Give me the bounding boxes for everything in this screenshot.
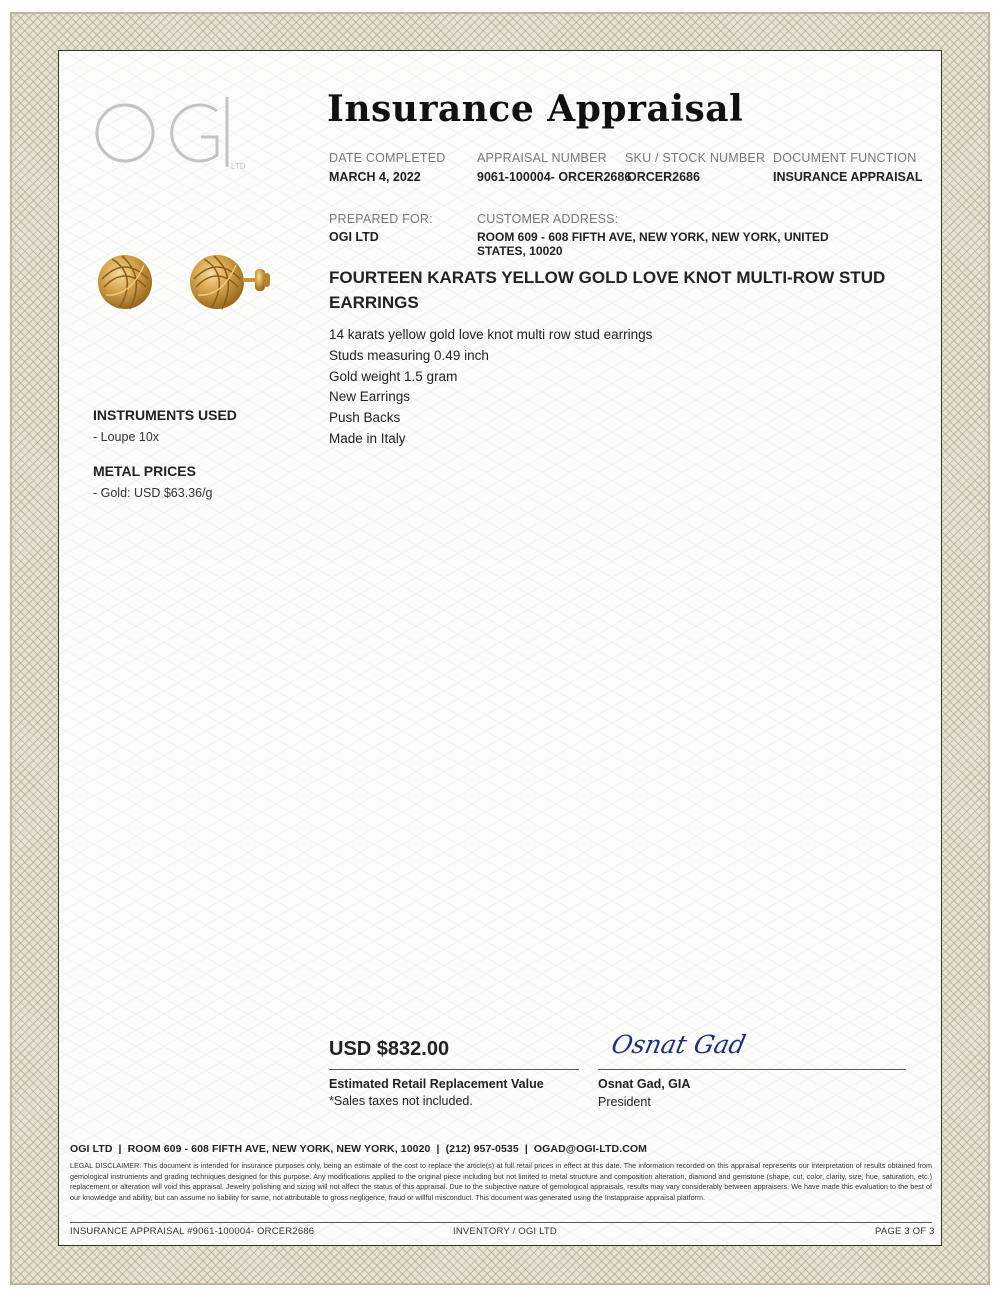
- sku-label: SKU / STOCK NUMBER: [625, 151, 766, 165]
- customer-address-line2: STATES, 10020: [477, 244, 563, 258]
- prepared-for-label: PREPARED FOR:: [329, 212, 433, 226]
- valuation-price: USD $832.00: [329, 1038, 450, 1060]
- document-function-value: INSURANCE APPRAISAL: [773, 170, 923, 184]
- item-description: [329, 325, 652, 450]
- customer-address-line1: ROOM 609 - 608 FIFTH AVE, NEW YORK, NEW YORK, UNITED: [477, 230, 829, 244]
- customer-address-label: CUSTOMER ADDRESS:: [477, 212, 619, 226]
- item-title-line2: EARRINGS: [329, 293, 419, 312]
- signatory-name: Osnat Gad, GIA: [598, 1077, 691, 1091]
- item-title-line1: FOURTEEN KARATS YELLOW GOLD LOVE KNOT MULTI-ROW STUD: [329, 268, 886, 287]
- footer-contact: OGI LTD | ROOM 609 - 608 FIFTH AVE, NEW YORK, NEW YORK, 10020 | (212) 957-0535 | OGAD@OGI-LTD.COM: [70, 1143, 648, 1155]
- date-completed-value: MARCH 4, 2022: [329, 170, 421, 184]
- description-line: Studs measuring 0.49 inch: [329, 347, 489, 363]
- sku-value: ORCER2686: [627, 170, 700, 184]
- description-line: Gold weight 1.5 gram: [329, 368, 458, 384]
- description-line: New Earrings: [329, 389, 411, 405]
- metal-prices-heading: METAL PRICES: [93, 463, 196, 479]
- valuation-label: Estimated Retail Replacement Value: [329, 1077, 544, 1091]
- ogi-logo: [95, 95, 255, 175]
- svg-text:LTD: LTD: [231, 162, 246, 171]
- metal-price-item: - Gold: USD $63.36/g: [93, 486, 213, 500]
- document-title: Insurance Appraisal: [327, 88, 744, 130]
- earrings-photo: [90, 235, 280, 335]
- instruments-heading: INSTRUMENTS USED: [93, 407, 237, 423]
- description-line: 14 karats yellow gold love knot multi row stud earrings: [329, 327, 653, 342]
- footer-page-number: PAGE 3 OF 3: [875, 1226, 935, 1237]
- appraisal-number-value: 9061-100004- ORCER2686: [477, 170, 632, 184]
- signature-rule: [598, 1069, 906, 1070]
- footer-inventory: INVENTORY / OGI LTD: [453, 1226, 557, 1237]
- price-rule: [329, 1069, 579, 1070]
- item-title: [329, 265, 909, 315]
- description-line: Made in Italy: [329, 430, 406, 446]
- footer-rule: [70, 1222, 932, 1223]
- appraisal-number-label: APPRAISAL NUMBER: [477, 151, 607, 165]
- footer-appraisal-ref: INSURANCE APPRAISAL #9061-100004- ORCER2686: [70, 1226, 315, 1237]
- document-function-label: DOCUMENT FUNCTION: [773, 151, 917, 165]
- legal-disclaimer: LEGAL DISCLAIMER: This document is intended for insurance purposes only, being an estimate of the cost to replace the article(s) at full retail prices in effect at this date. The information recorded on this appraisal represents our interpretation of results obtained from gemological instruments and grading techniques designed for this purpose. Any modifications applied to the original piece including but not limited to metal structure and composition alteration, diamond and gemstone (shape, cut, color, clarity, size, hue, saturation, etc.) replacement or alteration will void this appraisal. Jewelry polishing and sizing will not affect the status of this appraisal. Due to the subjective nature of gemological appraisals, results may vary considerably between appraisers. We have made this evaluation to the best of our knowledge and ability, but can assume no liability for same, not attributable to gross negligence, fraud or willful misconduct. This document was generated using the Instappraise appraisal platform.: [70, 1161, 932, 1202]
- tax-note: *Sales taxes not included.: [329, 1094, 473, 1108]
- prepared-for-value: OGI LTD: [329, 230, 379, 244]
- date-completed-label: DATE COMPLETED: [329, 151, 446, 165]
- description-line: Push Backs: [329, 410, 401, 426]
- signature-image: Osnat Gad: [608, 1030, 749, 1059]
- signatory-title: President: [598, 1095, 651, 1109]
- instrument-item: - Loupe 10x: [93, 430, 160, 444]
